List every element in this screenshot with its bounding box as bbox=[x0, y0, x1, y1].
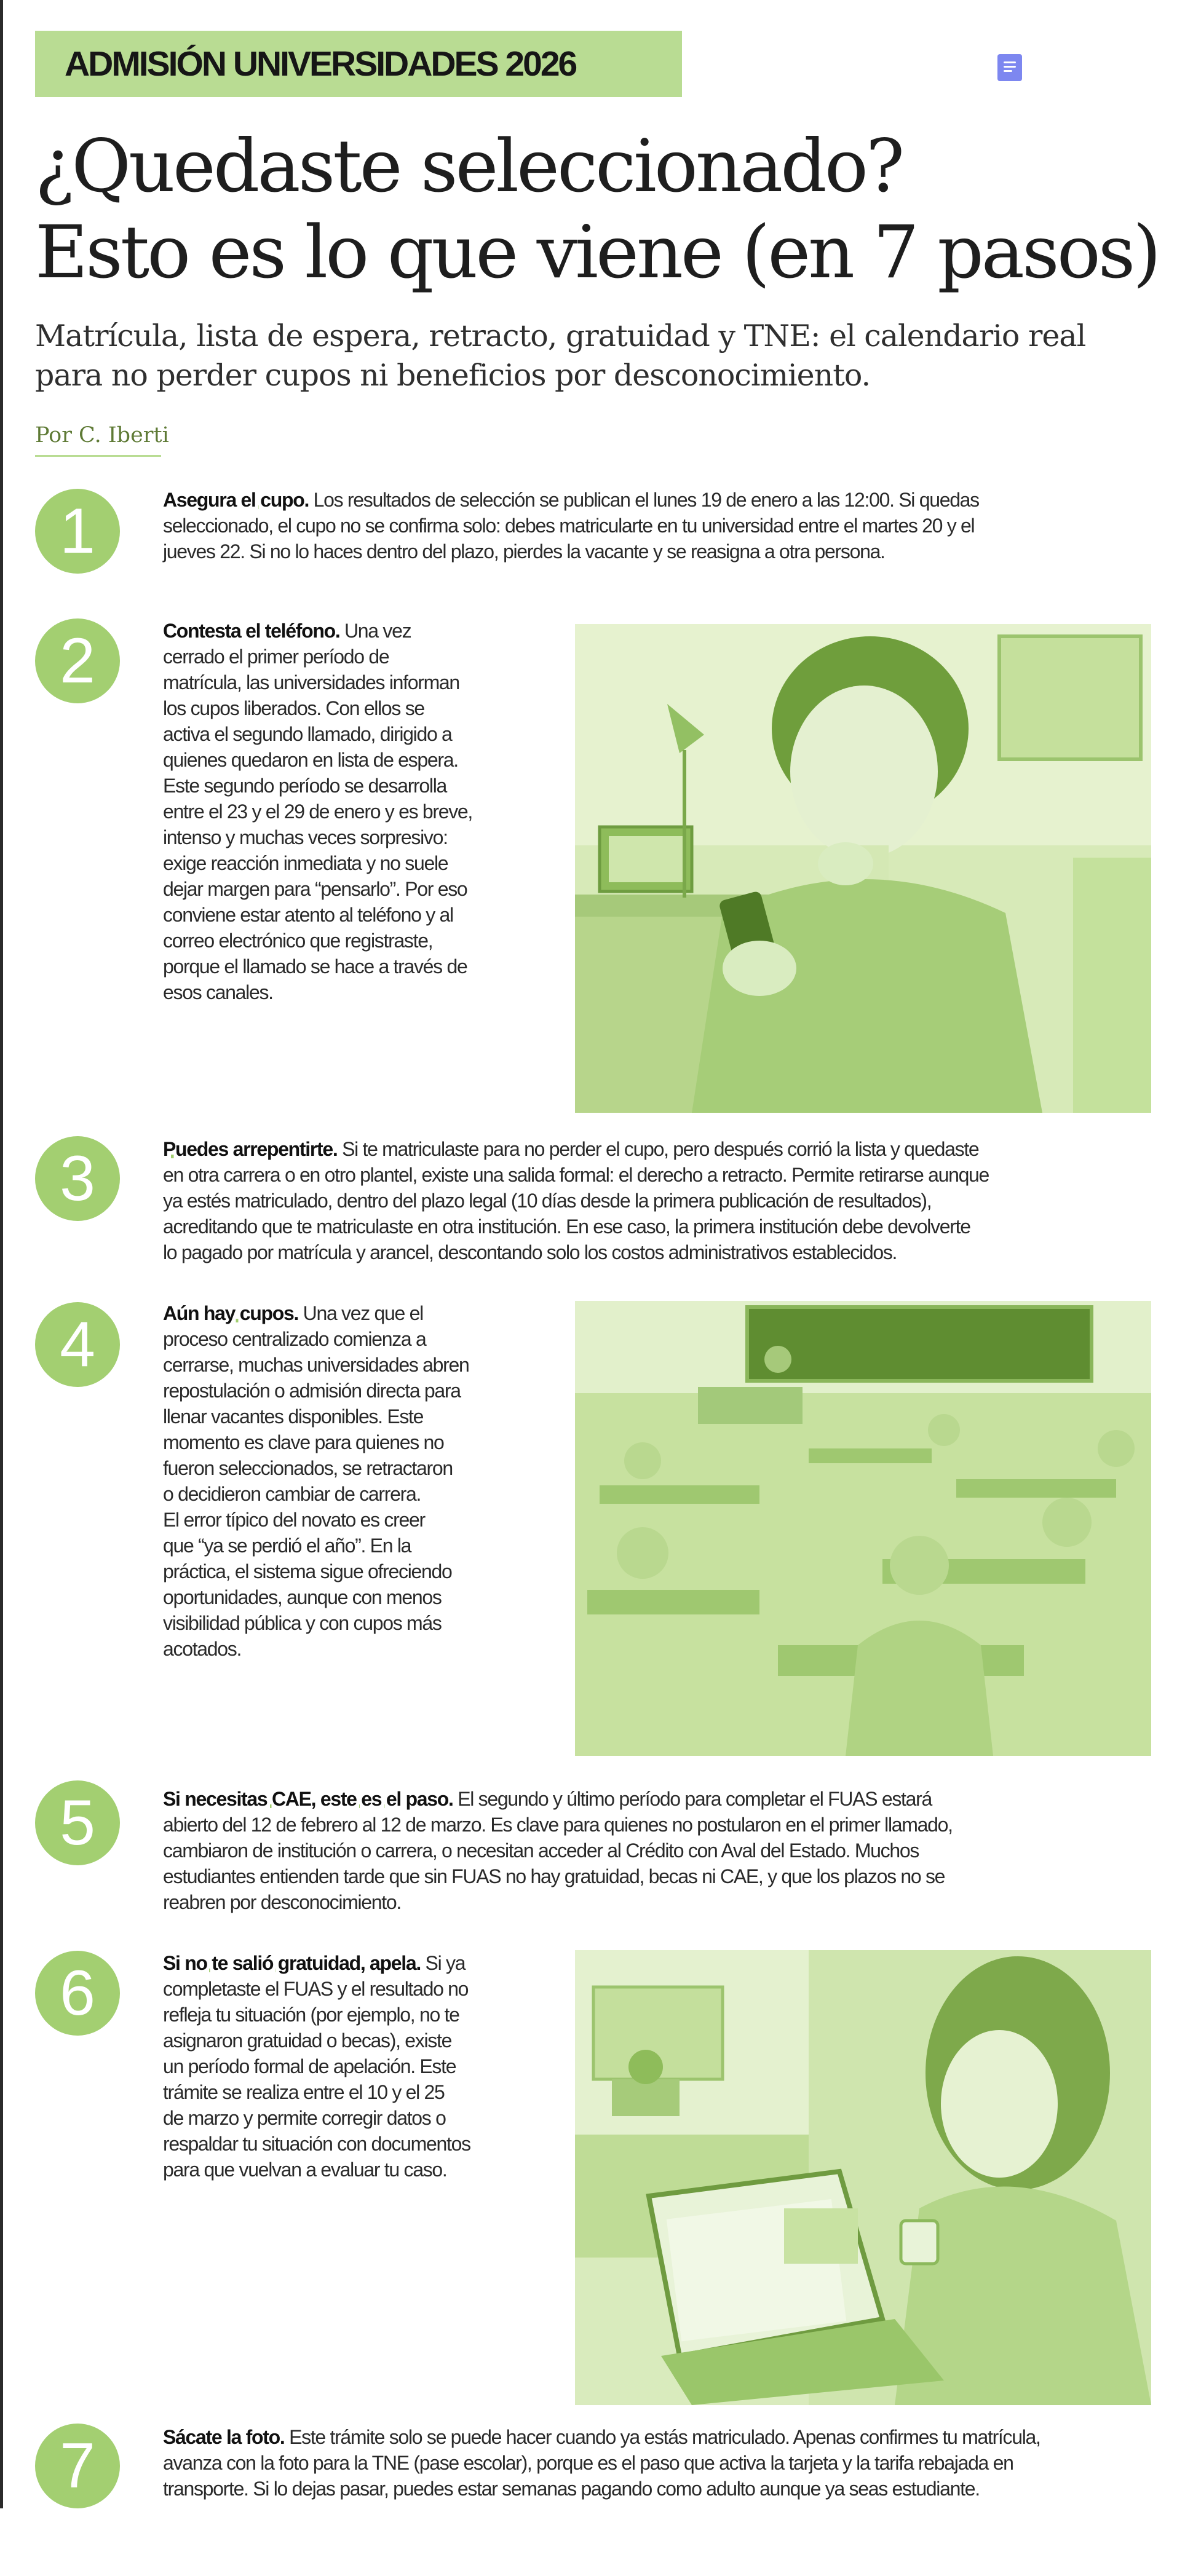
dek bbox=[35, 317, 1142, 395]
step-7-line: transporte. Si lo dejas pasar, puedes estar semanas pagando como adulto aunque ya seas estudiante. bbox=[163, 2478, 980, 2500]
step-2-line: correo electrónico que registraste, bbox=[163, 930, 433, 952]
step-4-line: proceso centralizado comienza a bbox=[163, 1328, 426, 1350]
step-5-line: estudiantes entienden tarde que sin FUAS no hay gratuidad, becas ni CAE, y que los plazos no se bbox=[163, 1865, 945, 1887]
step-7-title: Sácate la foto. bbox=[163, 2426, 285, 2448]
dek-line-2: para no perder cupos ni beneficios por desconocimiento. bbox=[35, 358, 871, 393]
byline-underline bbox=[35, 455, 161, 457]
step-6-line: respaldar tu situación con documentos bbox=[163, 2133, 470, 2155]
step-6-line: refleja tu situación (por ejemplo, no te bbox=[163, 2004, 459, 2026]
step-4-line: práctica, el sistema sigue ofreciendo bbox=[163, 1560, 452, 1582]
step-7-number-badge: 7 bbox=[35, 2424, 120, 2508]
step-1-text bbox=[163, 487, 1159, 564]
step-3-line: en otra carrera o en otro plantel, existe una salida formal: el derecho a retracto. Permite retirarse aunque bbox=[163, 1164, 989, 1186]
step-4-line: acotados. bbox=[163, 1638, 242, 1660]
step-2-line: activa el segundo llamado, dirigido a bbox=[163, 723, 452, 745]
step-2-line: cerrado el primer período de bbox=[163, 646, 389, 668]
step-2-line: dejar margen para “pensarlo”. Por eso bbox=[163, 878, 467, 900]
step-2-line: Una vez bbox=[344, 620, 411, 642]
step-1-line: Los resultados de selección se publican el lunes 19 de enero a las 12:00. Si quedas bbox=[313, 489, 979, 511]
kicker-text: ADMISIÓN UNIVERSIDADES 2026 bbox=[65, 44, 576, 84]
step-5-text bbox=[163, 1786, 1159, 1915]
byline: Por C. Iberti bbox=[35, 423, 169, 448]
step-2-line: quienes quedaron en lista de espera. bbox=[163, 749, 458, 771]
step-3-line: Si te matriculaste para no perder el cupo, pero después corrió la lista y quedaste bbox=[342, 1138, 979, 1160]
step-7-line: avanza con la foto para la TNE (pase escolar), porque es el paso que activa la tarjeta y la tarifa rebajada en bbox=[163, 2452, 1013, 2474]
step-4-title: Aún hay cupos. bbox=[163, 1302, 299, 1324]
step-4-line: llenar vacantes disponibles. Este bbox=[163, 1405, 424, 1428]
section-kicker bbox=[35, 31, 682, 97]
headline-line-1: ¿Quedaste seleccionado? bbox=[35, 124, 903, 208]
step-5-line: cambiaron de institución o carrera, o necesitan acceder al Crédito con Aval del Estado. Muchos bbox=[163, 1839, 919, 1862]
step-2-line: porque el llamado se hace a través de bbox=[163, 955, 467, 978]
step-6-text bbox=[163, 1950, 544, 2183]
step-3-text bbox=[163, 1136, 1159, 1265]
step-6-line: asignaron gratuidad o becas), existe bbox=[163, 2029, 452, 2052]
step-6-line: un período formal de apelación. Este bbox=[163, 2055, 456, 2077]
step-2-line: exige reacción inmediata y no suele bbox=[163, 852, 448, 874]
step-2-text bbox=[163, 618, 544, 1005]
illustration-student-laptop bbox=[575, 1950, 1151, 2405]
step-3-line: ya estés matriculado, dentro del plazo legal (10 días desde la primera publicación de resultados), bbox=[163, 1190, 932, 1212]
step-3-title: Puedes arrepentirte. bbox=[163, 1138, 338, 1160]
step-6-number-badge: 6 bbox=[35, 1951, 120, 2036]
step-4-line: repostulación o admisión directa para bbox=[163, 1380, 461, 1402]
step-3-line: acreditando que te matriculaste en otra institución. En ese caso, la primera institución debe devolverte bbox=[163, 1215, 970, 1238]
step-6-title: Si no te salió gratuidad, apela. bbox=[163, 1952, 421, 1974]
step-2-title: Contesta el teléfono. bbox=[163, 620, 340, 642]
step-7-line: Este trámite solo se puede hacer cuando ya estás matriculado. Apenas confirmes tu matrícula, bbox=[289, 2426, 1040, 2448]
step-5-title: Si necesitas CAE, este es el paso. bbox=[163, 1788, 453, 1810]
step-6-line: de marzo y permite corregir datos o bbox=[163, 2107, 446, 2129]
headline bbox=[35, 123, 1173, 295]
step-5-line: reabren por desconocimiento. bbox=[163, 1891, 401, 1913]
step-2-line: conviene estar atento al teléfono y al bbox=[163, 904, 453, 926]
step-7-text bbox=[163, 2424, 1159, 2502]
step-4-line: momento es clave para quienes no bbox=[163, 1431, 444, 1453]
step-2-line: entre el 23 y el 29 de enero y es breve, bbox=[163, 800, 473, 823]
step-4-line: visibilidad pública y con cupos más bbox=[163, 1612, 442, 1634]
note-icon[interactable] bbox=[997, 54, 1022, 81]
step-2-line: matrícula, las universidades informan bbox=[163, 671, 459, 693]
step-3-line: lo pagado por matrícula y arancel, descontando solo los costos administrativos establecidos. bbox=[163, 1241, 897, 1263]
step-5-number-badge: 5 bbox=[35, 1780, 120, 1865]
step-4-line: cerrarse, muchas universidades abren bbox=[163, 1354, 469, 1376]
step-2-number-badge: 2 bbox=[35, 618, 120, 703]
step-4-line: que “ya se perdió el año”. En la bbox=[163, 1535, 411, 1557]
step-1-line: seleccionado, el cupo no se confirma solo: debes matricularte en tu universidad entre el martes 20 y el bbox=[163, 515, 975, 537]
step-2-line: los cupos liberados. Con ellos se bbox=[163, 697, 424, 719]
step-6-line: completaste el FUAS y el resultado no bbox=[163, 1978, 469, 2000]
step-4-text bbox=[163, 1300, 544, 1662]
headline-line-2: Esto es lo que viene (en 7 pasos) bbox=[35, 210, 1159, 294]
step-2-line: Este segundo período se desarrolla bbox=[163, 775, 447, 797]
illustration-classroom bbox=[575, 1301, 1151, 1756]
dek-line-1: Matrícula, lista de espera, retracto, gratuidad y TNE: el calendario real bbox=[35, 318, 1086, 354]
step-4-line: oportunidades, aunque con menos bbox=[163, 1586, 442, 1608]
illustration-student-phone bbox=[575, 624, 1151, 1113]
step-6-line: trámite se realiza entre el 10 y el 25 bbox=[163, 2081, 445, 2103]
step-1-title: Asegura el cupo. bbox=[163, 489, 309, 511]
step-2-line: esos canales. bbox=[163, 981, 273, 1003]
step-6-line: Si ya bbox=[425, 1952, 466, 1974]
step-5-line: El segundo y último período para completar el FUAS estará bbox=[458, 1788, 932, 1810]
step-4-line: Una vez que el bbox=[303, 1302, 423, 1324]
step-2-line: intenso y muchas veces sorpresivo: bbox=[163, 826, 448, 848]
step-4-line: o decidieron cambiar de carrera. bbox=[163, 1483, 421, 1505]
step-1-line: jueves 22. Si no lo haces dentro del plazo, pierdes la vacante y se reasigna a otra persona. bbox=[163, 540, 885, 563]
step-4-line: El error típico del novato es creer bbox=[163, 1509, 425, 1531]
step-4-number-badge: 4 bbox=[35, 1302, 120, 1387]
step-4-line: fueron seleccionados, se retractaron bbox=[163, 1457, 453, 1479]
step-5-line: abierto del 12 de febrero al 12 de marzo. Es clave para quienes no postularon en el primer llamado, bbox=[163, 1814, 953, 1836]
step-3-number-badge: 3 bbox=[35, 1136, 120, 1221]
step-1-number-badge: 1 bbox=[35, 489, 120, 574]
step-6-line: para que vuelvan a evaluar tu caso. bbox=[163, 2159, 447, 2181]
left-margin-rule bbox=[0, 0, 3, 2508]
